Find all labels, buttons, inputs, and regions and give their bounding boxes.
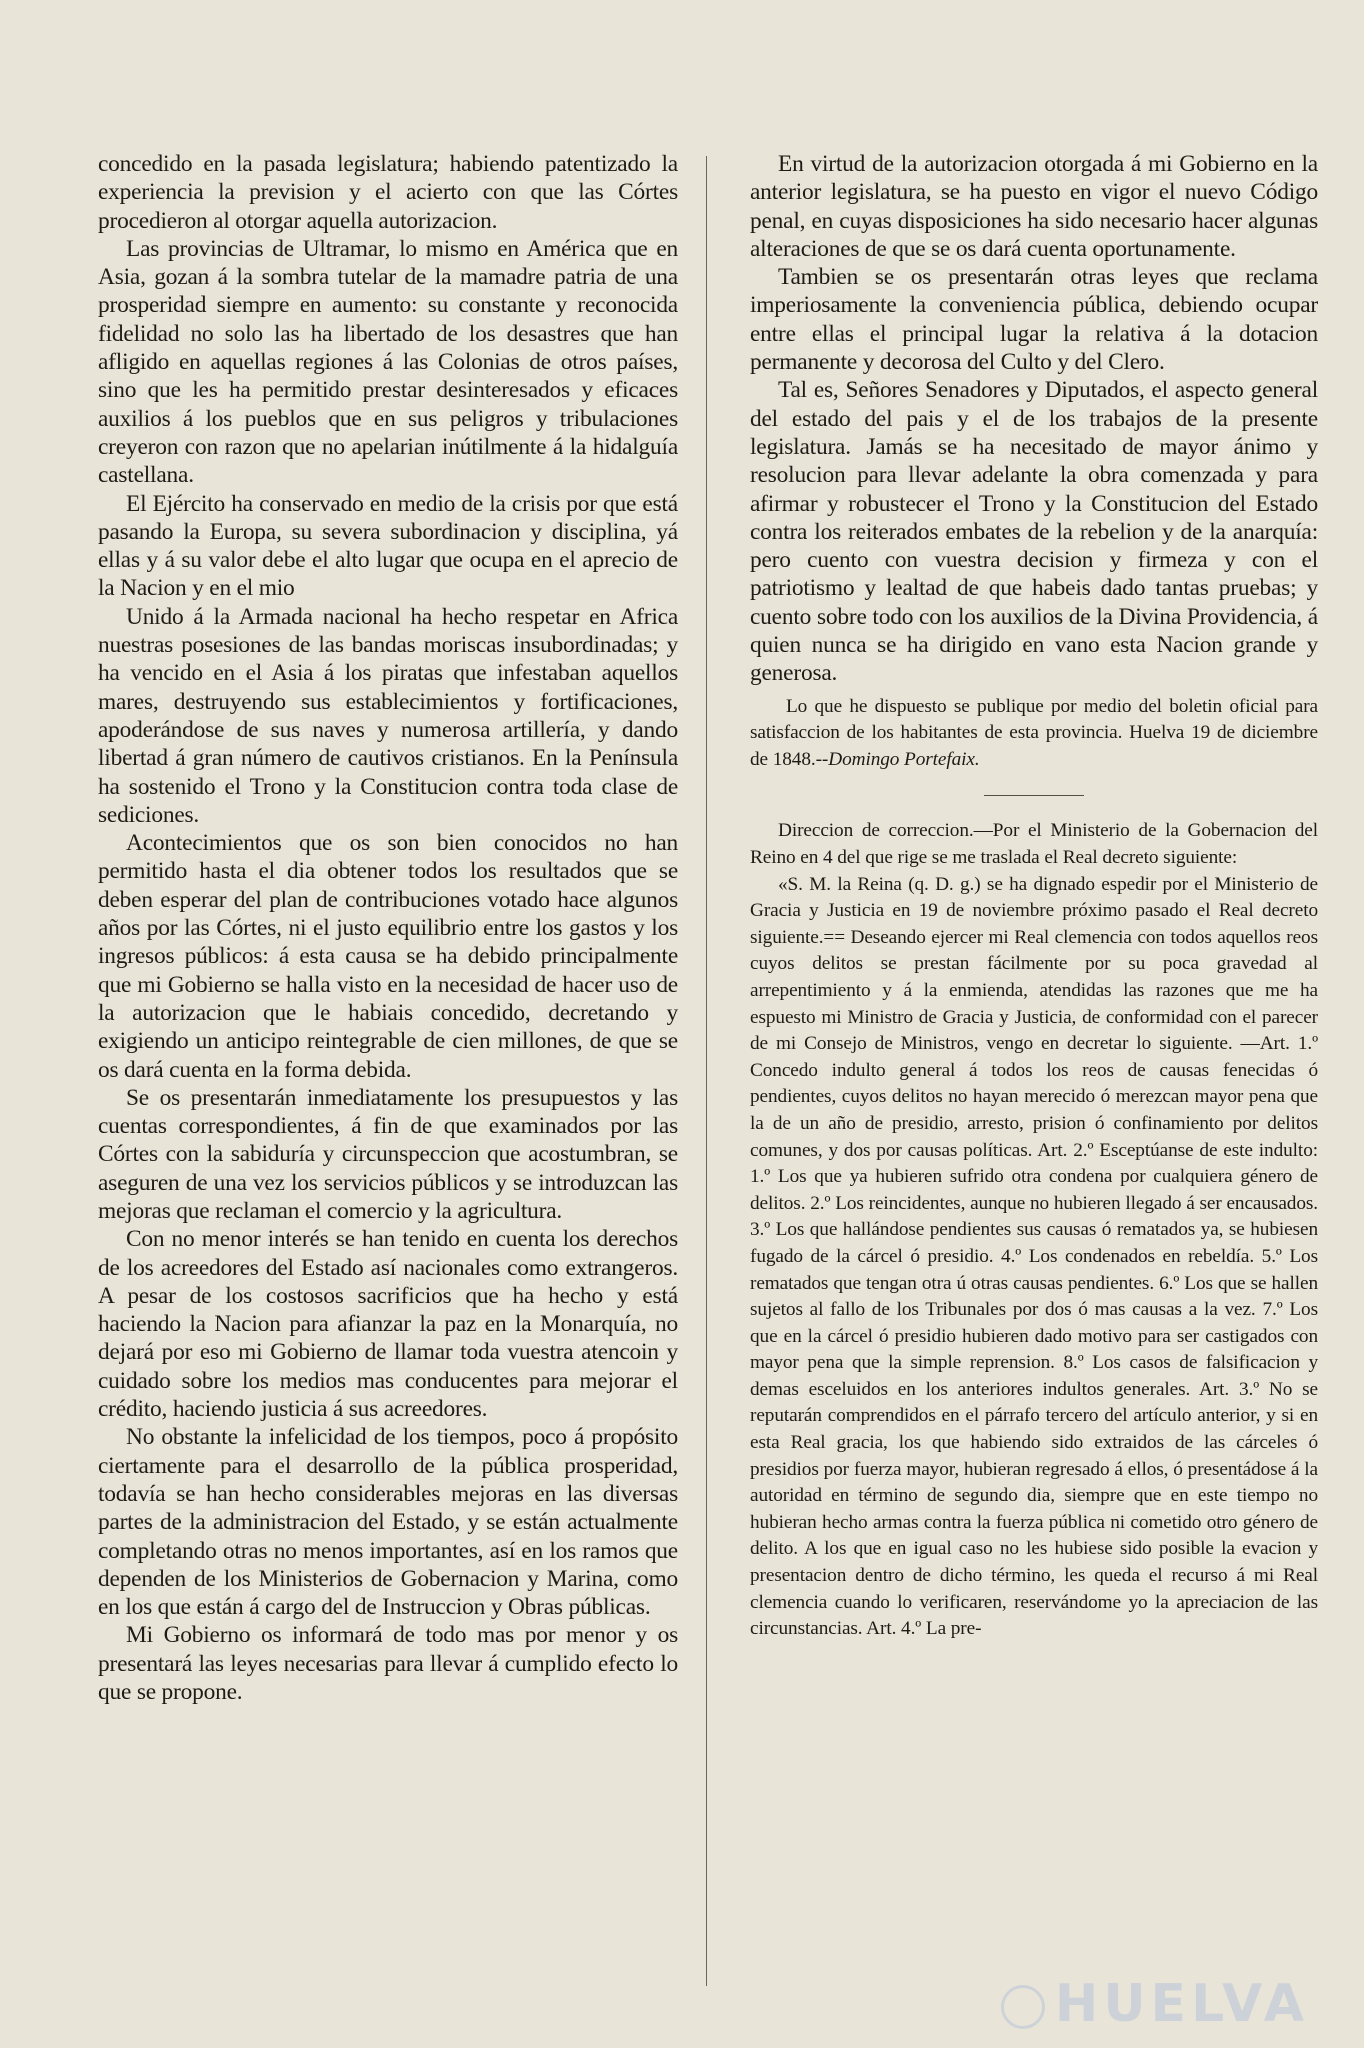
decree-heading: Direccion de correccion.—Por el Ministerio de la Gobernacion del Reino en 4 del que rige se me traslada el Real decreto siguiente: bbox=[750, 820, 1318, 869]
paragraph: Mi Gobierno os informará de todo mas por menor y os presentará las leyes necesarias para llevar á cumplido efecto lo que se propone. bbox=[98, 1622, 678, 1706]
paragraph: Con no menor interés se han tenido en cuenta los derechos de los acreedores del Estado así nacionales como extrangeros. A pesar de los costosos sacrificios que ha hecho y está haciendo la Nacion para afianzar la paz en la Monarquía, no dejará por eso mi Gobierno de llamar toda vuestra atencoin y cuidado sobre los medios mas conducentes para mejorar el crédito, haciendo justicia á sus acreedores. bbox=[98, 1226, 678, 1423]
paragraph: En virtud de la autorizacion otorgada á mi Gobierno en la anterior legislatura, se ha puesto en vigor el nuevo Código penal, en cuyas disposiciones ha sido necesario hacer algunas alteraciones de que se os dará cuenta oportunamente. bbox=[750, 151, 1318, 262]
text-columns bbox=[98, 150, 1318, 1706]
paragraph: Se os presentarán inmediatamente los presupuestos y las cuentas correspondientes, á fin de que examinados por las Córtes con la sabiduría y circunspeccion que acostumbran, se aseguren de una vez los servicios públicos y se introduzcan las mejoras que reclaman el comercio y la agricultura. bbox=[98, 1084, 678, 1224]
publication-notice bbox=[750, 694, 1318, 774]
left-column bbox=[98, 150, 678, 1706]
notice-text: Lo que he dispuesto se publique por medio del boletin oficial para satisfaccion de los habitantes de esta provincia. Huelva 19 de diciembre de 1848.-- bbox=[750, 695, 1318, 770]
watermark-text: HUELVA bbox=[1054, 1974, 1309, 2034]
paragraph: El Ejército ha conservado en medio de la crisis por que está pasando la Europa, su severa subordinacion y disciplina, yá ellas y á su valor debe el alto lugar que ocupa en el aprecio de la Nacion y en el mio bbox=[98, 490, 678, 602]
notice-signature: Domingo Portefaix. bbox=[828, 748, 980, 770]
paragraph: Unido á la Armada nacional ha hecho respetar en Africa nuestras posesiones de las bandas moriscas insubordinadas; y ha vencido en el Asia á los piratas que infestaban aquellos mares, destruyendo sus establecimientos y fortificaciones, apoderándose de sus naves y numerosa artillería, y dando libertad á gran número de cautivos cristianos. En la Península ha sostenido el Trono y la Constitucion contra toda clase de sediciones. bbox=[98, 603, 678, 828]
paragraph: Acontecimientos que os son bien conocidos no han permitido hasta el dia obtener todos los resultados que se deben esperar del plan de contribuciones votado hace algunos años por las Córtes, ni el justo equilibrio entre los gastos y los ingresos públicos: á esta causa se ha debido principalmente que mi Gobierno se halla visto en la necesidad de hacer uso de la autorizacion que le habiais concedido, decretando y exigiendo un anticipo reintegrable de cien millones, de que se os dará cuenta en la forma debida. bbox=[98, 830, 678, 1083]
paragraph: Tal es, Señores Senadores y Diputados, el aspecto general del estado del pais y el de los trabajos de la presente legislatura. Jamás se ha necesitado de mayor ánimo y resolucion para llevar adelante la obra comenzada y para afirmar y robustecer el Trono y la Constitucion del Estado contra los reiterados embates de la rebelion y de la anarquía: pero cuento con vuestra decision y firmeza y con el patriotismo y lealtad de que habeis dado tantas pruebas; y cuento sobre todo con los auxilios de la Divina Providencia, á quien nunca se ha dirigido en vano esta Nacion grande y generosa. bbox=[750, 377, 1318, 687]
paragraph: concedido en la pasada legislatura; habiendo patentizado la experiencia la prevision y el acierto con que las Córtes procedieron al otorgar aquella autorizacion. bbox=[98, 151, 678, 234]
seal-icon bbox=[1001, 1985, 1045, 2029]
archive-watermark bbox=[1001, 1974, 1309, 2034]
paragraph: Las provincias de Ultramar, lo mismo en América que en Asia, gozan á la sombra tutelar de la mamadre patria de una prosperidad siempre en aumento: su constante y reconocida fidelidad no solo las ha libertado de los desastres que han afligido en aquellas regiones á las Colonias de otros países, sino que les ha permitido prestar desinteresados y eficaces auxilios á los pueblos que en sus peligros y tribulaciones creyeron con razon que no apelarian inútilmente á la hidalguía castellana. bbox=[98, 235, 678, 489]
paragraph: Tambien se os presentarán otras leyes que reclama imperiosamente la conveniencia pública, debiendo ocupar entre ellas el principal lugar la relativa á la dotacion permanente y decorosa del Culto y del Clero. bbox=[750, 264, 1318, 376]
column-divider bbox=[706, 156, 707, 1986]
right-column bbox=[750, 150, 1318, 1706]
section-separator bbox=[984, 795, 1084, 796]
decree-body: «S. M. la Reina (q. D. g.) se ha dignado espedir por el Ministerio de Gracia y Justicia en 19 de noviembre próximo pasado el Real decreto siguiente.== Deseando ejercer mi Real clemencia con todos aquellos reos cuyos delitos se prestan fácilmente por su poca gravedad al arrepentimiento y á la enmienda, atendidas las razones que me ha espuesto mi Ministro de Gracia y Justicia, de conformidad con el parecer de mi Consejo de Ministros, vengo en decretar lo siguiente. —Art. 1.º Concedo indulto general á todos los reos de causas fenecidas ó pendientes, cuyos delitos no hayan merecido ó merezcan mayor pena que la de un año de presidio, arresto, prision ó confinamiento por delitos comunes, y dos por causas políticas. Art. 2.º Esceptúanse de este indulto: 1.º Los que ya hubieren sufrido otra condena por cualquiera género de delitos. 2.º Los reincidentes, aunque no hubieren llegado á ser encausados. 3.º Los que hallándose pendientes sus causas ó rematados ya, se hubiesen fugado de la cárcel ó presidio. 4.º Los condenados en rebeldía. 5.º Los rematados que tengan otra ú otras causas pendientes. 6.º Los que se hallen sujetos al fallo de los Tribunales por dos ó mas causas a la vez. 7.º Los que en la cárcel ó presidio hubieren dado motivo para ser castigados con mayor pena que la simple reprension. 8.º Los casos de falsificacion y demas esceluidos en los anteriores indultos generales. Art. 3.º No se reputarán comprendidos en el párrafo tercero del artículo anterior, y si en esta Real gracia, los que habiendo sido extraidos de las cárceles ó presidios por fuerza mayor, hubieran regresado á ellos, ó presentádose á la autoridad en término de segundo dia, siempre que en este tiempo no hubieran hecho armas contra la fuerza pública ni cometido otro género de delito. A los que en igual caso no les hubiese sido posible la evacion y presentacion dentro de dicho término, les queda el recurso á mi Real clemencia cuando lo verificaren, reservándome yo la apreciacion de las circunstancias. Art. 4.º La pre- bbox=[750, 873, 1318, 1640]
paragraph: No obstante la infelicidad de los tiempos, poco á propósito ciertamente para el desarrollo de la pública prosperidad, todavía se han hecho considerables mejoras en las diversas partes de la administracion del Estado, y se están actualmente completando otras no menos importantes, así en los ramos que dependen de los Ministerios de Gobernacion y Marina, como en los que están á cargo del de Instruccion y Obras públicas. bbox=[98, 1424, 678, 1621]
